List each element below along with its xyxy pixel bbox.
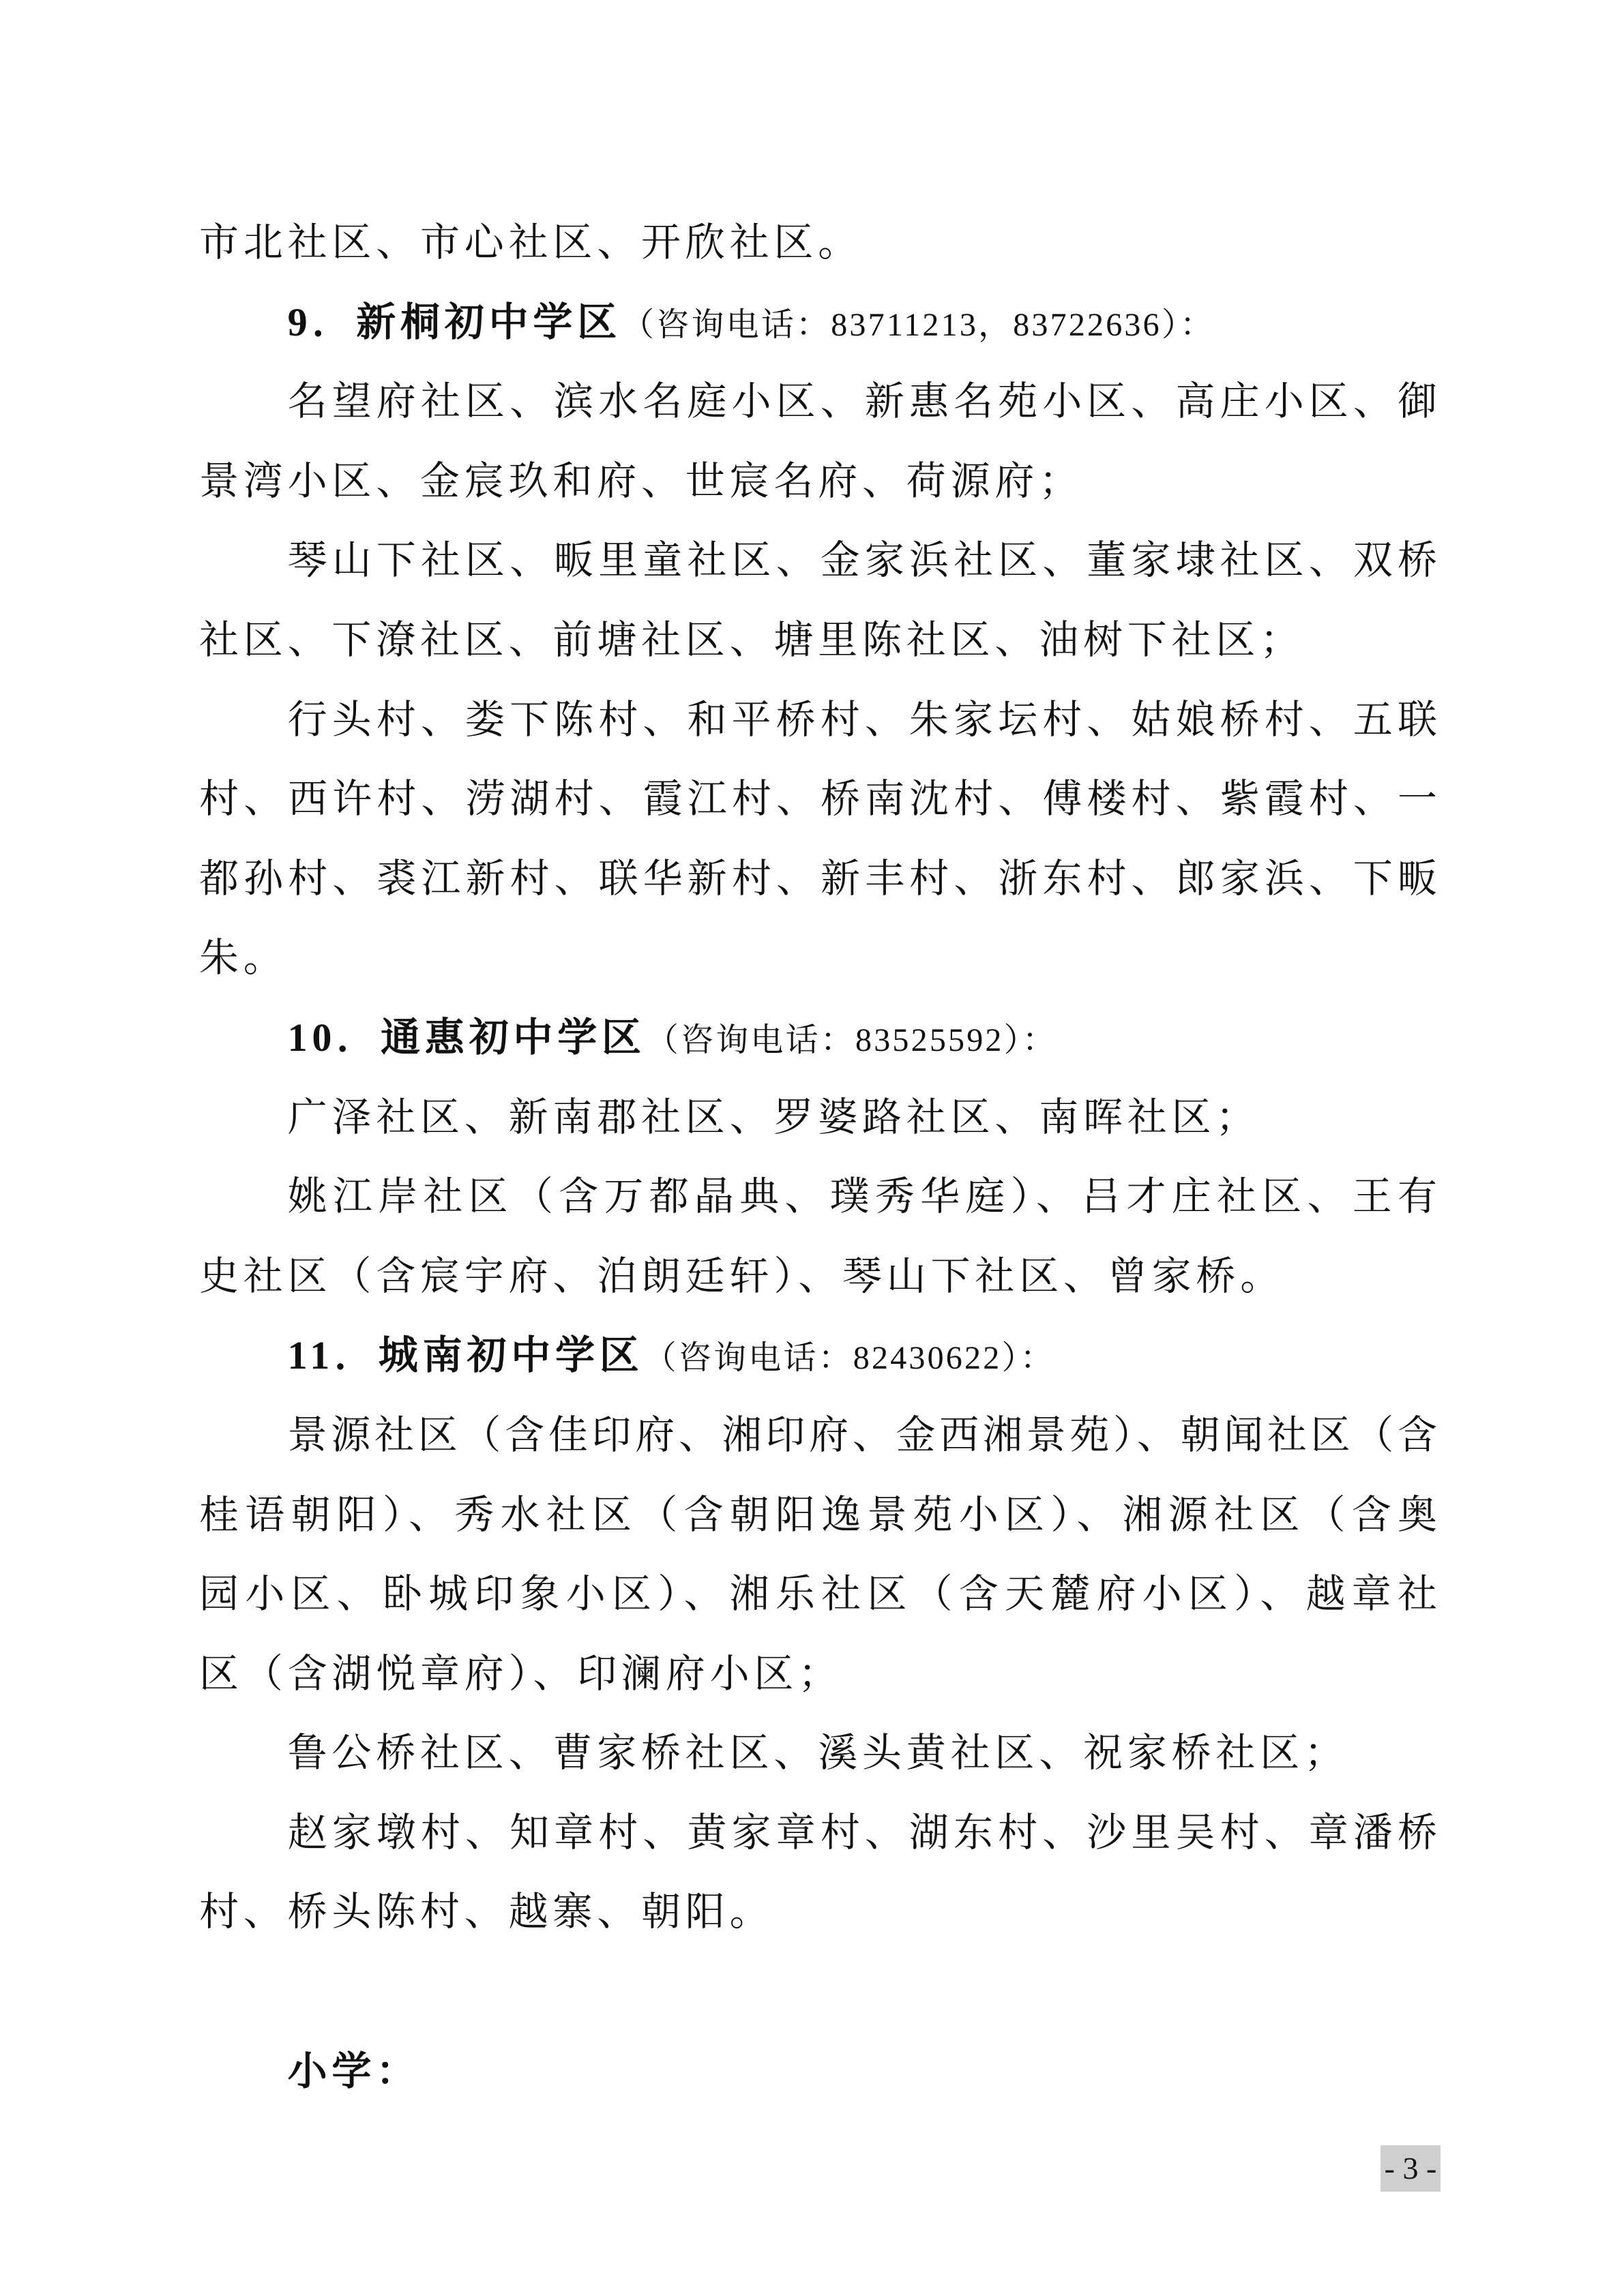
line-text: 景源社区（含佳印府、湘印府、金西湘景苑）、朝闻社区（含 — [287, 1412, 1441, 1457]
line-text: 名望府社区、滨水名庭小区、新惠名苑小区、高庄小区、御 — [287, 379, 1443, 424]
text-line — [199, 760, 1443, 839]
section-heading-xintong — [199, 283, 1437, 363]
text-line — [199, 601, 1437, 681]
line-text: 桂语朝阳）、秀水社区（含朝阳逸景苑小区）、湘源社区（含奥 — [199, 1492, 1444, 1537]
line-text: 广泽社区、新南郡社区、罗婆路社区、南晖社区； — [287, 1094, 1260, 1139]
section-number: 11． — [287, 1333, 379, 1378]
line-text: 都孙村、裘江新村、联华新村、新丰村、浙东村、郎家浜、下畈 — [199, 856, 1443, 901]
text-line — [199, 1157, 1443, 1237]
text-line — [199, 919, 1437, 998]
line-text: 琴山下社区、畈里童社区、金家浜社区、董家埭社区、双桥 — [287, 538, 1443, 583]
text-line — [199, 203, 1437, 283]
contact-phone: （咨询电话：83525592）： — [645, 1022, 1058, 1058]
section-number: 10． — [287, 1015, 381, 1060]
school-district-name: 通惠初中学区 — [381, 1015, 646, 1060]
section-heading-chengnan — [199, 1316, 1437, 1396]
line-text: 鲁公桥社区、曹家桥社区、溪头黄社区、祝家桥社区； — [287, 1731, 1348, 1776]
text-line — [199, 362, 1443, 442]
line-text: 赵家墩村、知章村、黄家章村、湖东村、沙里吴村、章潘桥 — [287, 1810, 1443, 1855]
text-line — [199, 839, 1443, 919]
line-text: 市北社区、市心社区、开欣社区。 — [199, 220, 863, 265]
line-text: 园小区、卧城印象小区）、湘乐社区（含天麓府小区）、越章社 — [199, 1572, 1444, 1617]
text-line — [199, 442, 1437, 522]
text-line — [199, 1555, 1444, 1635]
page-number: - 3 - — [1381, 2145, 1441, 2192]
text-line — [199, 1078, 1437, 1158]
primary-school-heading — [199, 2032, 1437, 2112]
line-text: 村、西许村、涝湖村、霞江村、桥南沈村、傅楼村、紫霞村、一 — [199, 777, 1443, 822]
text-line — [199, 681, 1443, 760]
contact-phone: （咨询电话：82430622）： — [643, 1340, 1055, 1377]
text-line — [199, 1714, 1437, 1793]
section-number: 9． — [287, 299, 357, 344]
section-heading-tonghui — [199, 998, 1437, 1078]
school-district-name: 新桐初中学区 — [356, 299, 622, 344]
text-line — [199, 1635, 1437, 1714]
text-line — [199, 1873, 1437, 1952]
text-line — [199, 1396, 1441, 1476]
line-text: 行头村、娄下陈村、和平桥村、朱家坛村、姑娘桥村、五联 — [287, 697, 1443, 742]
line-text: 史社区（含宸宇府、泊朗廷轩）、琴山下社区、曾家桥。 — [199, 1253, 1285, 1298]
contact-phone: （咨询电话：83711213，83722636）： — [621, 306, 1215, 343]
heading-text: 小学： — [287, 2048, 420, 2093]
line-text: 朱。 — [199, 936, 288, 981]
text-line — [199, 1793, 1443, 1873]
text-line — [199, 1237, 1437, 1317]
line-text: 村、桥头陈村、越寨、朝阳。 — [199, 1890, 774, 1935]
line-text: 景湾小区、金宸玖和府、世宸名府、荷源府； — [199, 458, 1084, 503]
text-line — [199, 521, 1443, 601]
document-body — [199, 203, 1444, 2111]
blank-line — [199, 1952, 1437, 2032]
line-text: 区（含湖悦章府）、印澜府小区； — [199, 1651, 843, 1696]
line-text: 社区、下潦社区、前塘社区、塘里陈社区、油树下社区； — [199, 617, 1305, 662]
school-district-name: 城南初中学区 — [378, 1333, 644, 1378]
text-line — [199, 1476, 1444, 1555]
line-text: 姚江岸社区（含万都晶典、璞秀华庭）、吕才庄社区、王有 — [287, 1174, 1443, 1219]
